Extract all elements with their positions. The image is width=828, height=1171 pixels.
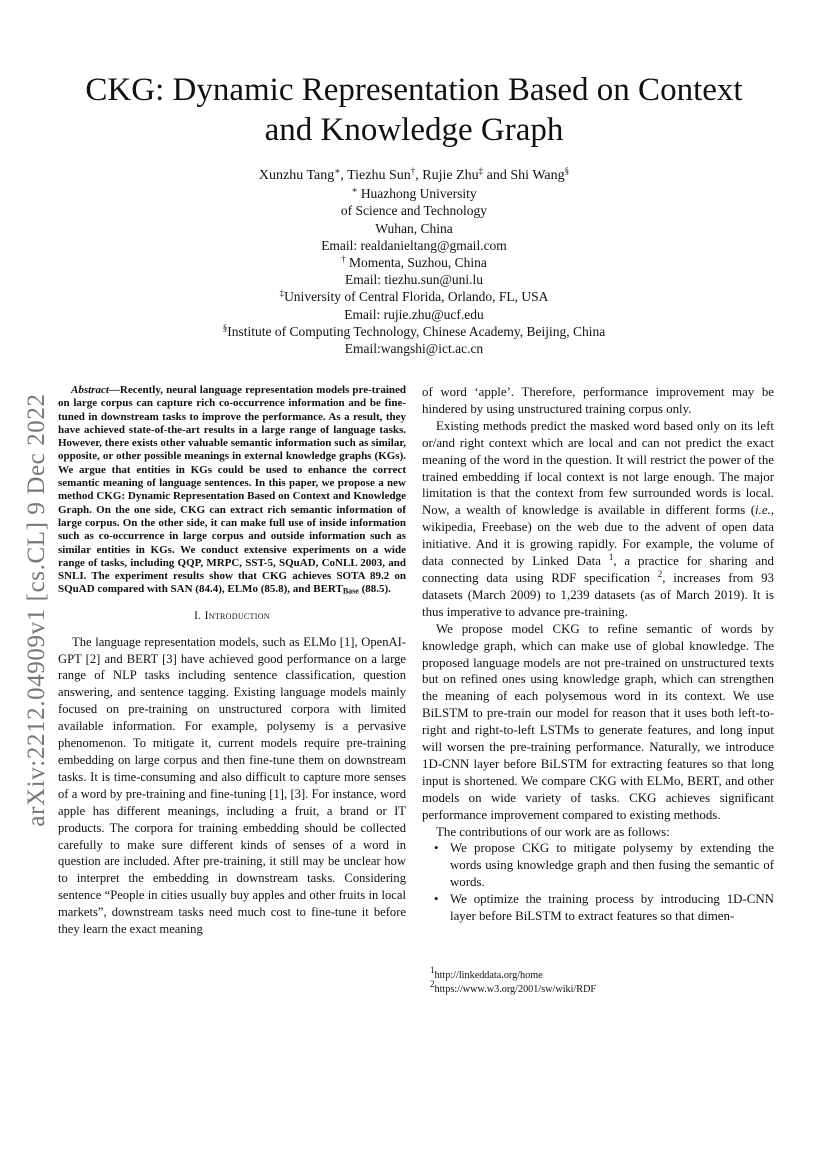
- footnote-mark: 2: [430, 979, 435, 990]
- list-item: [434, 891, 774, 925]
- paragraph-text: wikipedia, Freebase) on the web due to the advent of open data initiative. And it is growing rapidly. For example, the volume of data connected by Linked Data: [422, 520, 774, 569]
- footnote-text: http://linkeddata.org/home: [434, 970, 543, 981]
- email-2: Email: tiezhu.sun@uni.lu: [344, 272, 484, 288]
- paragraph-text: , increases from 93 datasets (March 2009) to 1,239 datasets (as of March 2019). It is thus imperative to advance pre-training.: [422, 570, 774, 619]
- left-column: [58, 384, 406, 938]
- title-line-2: and Knowledge Graph: [264, 112, 564, 148]
- intro-paragraph-1: The language representation models, such as ELMo [1], OpenAI-GPT [2] and BERT [3] have achieved good performance on a large range of NLP tasks including sentence classification, question answering, and sentence tagging. Existing language models mainly focused on pre-training on unstructured corpora with limited available information. For example, polysemy is a pervasive phenomenon. To mitigate it, current models require pre-training embedding on large corpus and then fine-tune them on downstream tasks. It is time-consuming and also difficult to capture more senses of a word by pre-training and fine-tuning [1], [3]. For instance, word apple has different meanings, including a fruit, a brand or IT products. The corpora for training embedding should be collected carefully to make sure different kinds of senses of a word in question are included. After pre-training, it still may be unclear how to interpret the embedding in downstream tasks. Considering sentence “People in cities usually buy apples and other fruits in local markets”, downstream tasks need much cost to fine-tune it before they learn the exact meaning: [58, 634, 406, 937]
- footnote-text: https://www.w3.org/2001/sw/wiki/RDF: [434, 984, 597, 995]
- footnote-2: [430, 979, 774, 997]
- bullet-icon: •: [434, 892, 439, 907]
- section-number: I.: [194, 609, 205, 622]
- author-3: Rujie Zhu: [422, 168, 479, 183]
- section-title: Introduction: [204, 609, 270, 622]
- footnote-ref-1: 1: [608, 552, 614, 563]
- intro-paragraph-continued: of word ‘apple’. Therefore, performance improvement may be hindered by using unstructured training corpus only.: [422, 385, 774, 416]
- footnote-1: [430, 965, 774, 983]
- affiliation-3-mark: ‡: [279, 288, 285, 299]
- author-4-mark: §: [564, 166, 570, 177]
- email-4: Email:wangshi@ict.ac.cn: [344, 341, 484, 357]
- affiliation-2-mark: †: [341, 254, 346, 265]
- bert-subscript: Base: [342, 587, 359, 597]
- author-separator: and: [483, 168, 511, 183]
- footnotes: [430, 965, 774, 997]
- author-block: [150, 167, 678, 357]
- abstract-text: —Recently, neural language representation models pre-trained on large corpus can capture rich co-occurrence information and be fine-tuned in downstream tasks to improve the performance. As a result, they have achieved state-of-the-art results in a large range of language tasks. However, there exists other valuable semantic information such as similar, opposite, or other possible meanings in external knowledge graphs (KGs). We argue that entities in KGs could be used to enhance the correct semantic meaning of language sentences. In this paper, we propose a new method CKG: Dynamic Representation Based on Context and Knowledge Graph. On the one side, CKG can extract rich semantic information of large corpus. On the other side, it can make full use of inside information such as co-occurrence in large corpus and outside information such as similar entities in KGs. We conduct extensive experiments on a wide range of tasks, including QQP, MRPC, SST-5, SQuAD, CoNLL 2003, and SNLI. The experiment results show that CKG achieves SOTA 89.2 on SQuAD compared with SAN (84.4), ELMo (85.8), and BERT: [58, 384, 406, 596]
- email-3: Email: rujie.zhu@ucf.edu: [344, 306, 484, 322]
- paragraph-text: , a practice for sharing and connecting data using RDF specification: [422, 554, 774, 585]
- affiliation-4: [150, 323, 678, 340]
- title-line-1: CKG: Dynamic Representation Based on Context: [85, 72, 743, 108]
- footnote-ref-2: 2: [657, 569, 663, 580]
- bullet-icon: •: [434, 841, 439, 856]
- author-4: Shi Wang: [510, 168, 565, 183]
- affiliation-1-mark: ∗: [351, 185, 358, 196]
- paper-title: [50, 70, 778, 150]
- affiliation-1-line-2: of Science and Technology: [340, 203, 488, 219]
- author-separator: ,: [415, 168, 423, 183]
- right-column: [422, 384, 774, 925]
- ie-abbrev: i.e.,: [755, 503, 774, 518]
- contributions-intro: The contributions of our work are as follows:: [436, 824, 670, 839]
- intro-paragraph-2: [422, 418, 774, 621]
- email-1: Email: realdanieltang@gmail.com: [321, 237, 507, 253]
- contributions-list: [422, 840, 774, 925]
- affiliation-2: [150, 254, 678, 271]
- list-item-text: We propose CKG to mitigate polysemy by extending the words using knowledge graph and then fusing the semantic of words.: [450, 841, 774, 890]
- affiliation-text: Momenta, Suzhou, China: [345, 255, 487, 271]
- section-heading-introduction: [58, 608, 406, 625]
- abstract-label: Abstract: [71, 384, 109, 396]
- affiliation-text: Huazhong University: [357, 186, 477, 202]
- affiliation-1-line-3: Wuhan, China: [375, 220, 453, 236]
- paragraph-text: Existing methods predict the masked word based only on its left or/and right context which are local and can not predict the exact meaning of the word in the question. It will restrict the power of the trained embedding if local context is not large enough. The major limitation is that the context from few surrounded words is local. Now, a wealth of knowledge is available in different forms (: [422, 418, 774, 518]
- list-item: [434, 840, 774, 891]
- arxiv-stamp-text: arXiv:2212.04909v1 [cs.CL] 9 Dec 2022: [23, 393, 50, 827]
- intro-paragraph-3: We propose model CKG to refine semantic of words by knowledge graph, which can make use of global knowledge. The proposed language models are not pre-trained on unstructured texts but on refined ones using knowledge graph, which can strengthen the meaning of each polysemous word in its context. We use BiLSTM to pre-train our model for reason that it uses both left-to-right and right-to-left LSTMs to generate features, and long input will worsen the pre-training performance. Naturally, we introduce 1D-CNN layer before BiLSTM for extracting features so that long input is shortened. We compare CKG with ELMo, BERT, and other models on wide variety of tasks. CKG achieves significant performance improvement compared to existing methods.: [422, 621, 774, 822]
- author-3-mark: ‡: [478, 166, 484, 177]
- affiliation-4-mark: §: [222, 322, 228, 333]
- affiliation-text: Institute of Computing Technology, Chinese Academy, Beijing, China: [227, 323, 606, 339]
- abstract: [58, 384, 406, 597]
- affiliation-1: [150, 185, 678, 202]
- arxiv-stamp: [22, 370, 52, 850]
- author-1-mark: ∗: [334, 166, 341, 177]
- affiliation-3: [150, 288, 678, 305]
- list-item-text: We optimize the training process by introducing 1D-CNN layer before BiLSTM to extract features so that dimen-: [450, 892, 774, 924]
- author-1: Xunzhu Tang: [258, 168, 335, 183]
- abstract-tail: (88.5).: [358, 583, 391, 596]
- footnote-mark: 1: [430, 965, 435, 976]
- affiliation-text: University of Central Florida, Orlando, FL, USA: [284, 289, 549, 305]
- author-separator: ,: [340, 168, 348, 183]
- author-names: [150, 167, 678, 184]
- author-2: Tiezhu Sun: [347, 168, 411, 183]
- author-2-mark: †: [410, 166, 416, 177]
